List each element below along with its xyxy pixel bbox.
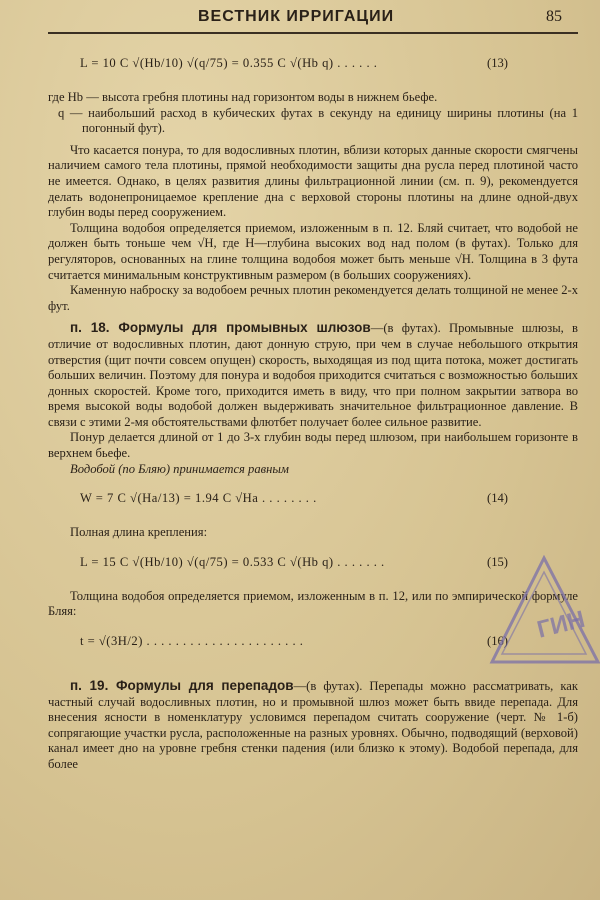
page-header: [48, 6, 578, 34]
page-number: 85: [546, 8, 562, 25]
section-18-title: п. 18. Формулы для промывных шлюзов: [70, 320, 371, 336]
definition-q: q — наибольший расход в кубических футах в секунду на единицу ширины плотины (на 1 погонный фут).: [58, 105, 578, 136]
paragraph-thickness-method: Толщина водобоя определяется приемом, изложенным в п. 12, или по эмпирической формуле Бляя:: [48, 588, 578, 619]
paragraph-full-length: Полная длина крепления:: [70, 525, 208, 540]
paragraph-stone-fill: Каменную наброску за водобоем речных плотин рекомендуется делать толщиной не менее 2-х фут.: [48, 283, 578, 313]
definition-hb: где Hb — высота гребня плотины над горизонтом воды в нижнем бьефе.: [48, 90, 438, 104]
section-19-title: п. 19. Формулы для перепадов: [70, 678, 294, 694]
journal-title: ВЕСТНИК ИРРИГАЦИИ: [198, 8, 395, 25]
formula-14-number: (14): [487, 491, 508, 506]
paragraph-vodoboy-intro: Водобой (по Бляю) принимается равным: [70, 461, 289, 476]
formula-15-number: (15): [487, 554, 508, 569]
library-stamp: [488, 552, 600, 672]
section-19: [48, 678, 578, 773]
formula-13: [48, 42, 578, 90]
formula-16-text: t = √(3H/2) . . . . . . . . . . . . . . . . . . . . . .: [80, 634, 304, 649]
paragraph-ponur-length: Понур делается длиной от 1 до 3-х глубин воды перед шлюзом, при наибольшем горизонте в верхнем бьефе.: [48, 430, 578, 461]
formula-16-number: (16): [487, 634, 508, 649]
section-18-text: —(в футах). Промывные шлюзы, в отличие от водосливных плотин, дают донную струю, при чем в случае небольшого открытия отверстия (щит почти совсем опущен) скорость, выходящая из под щита потока, может достигать больших величин. Поэтому для понура и водобоя приходится считаться с возможностью больших донных скоростей. Кроме того, приходится иметь в виду, что при полном закрытии затвора во время высокой воды водобой должен выдерживать значительное фильтрационное давление. В связи с этими 2-мя обстоятельствами флютбет получает более сильное развитие.: [48, 321, 578, 429]
section-19-text: —(в футах). Перепады можно рассматривать, как частный случай водосливных плотин, но и промывной шлюз может быть ввиде перепада. Для внесения ясности в номенклатуру условимся перепадом считать сооружение (черт. № 1-б) сопрягающие участки русла, расположенные на разных уровнях. Обычно, подводящий (верховой) канал имеет дно на уровне гребня стенки падения (или близко к этому). Водобой перепада, для более: [48, 679, 578, 771]
svg-text:ГИН: ГИН: [534, 605, 588, 644]
formula-15-text: L = 15 C √(Hb/10) √(q/75) = 0.533 C √(Hb q) . . . . . . .: [80, 554, 385, 569]
formula-14: [48, 477, 578, 525]
paragraph-vodoboy-thickness: Толщина водобоя определяется приемом, изложенным в п. 12. Бляй считает, что водобой не должен быть тоньше чем √H, где H—глубина высоких вод над полом (в футах). Только для регуляторов, основанных на глине толщина водобоя может быть меньше √H. Толщина в 3 фута считается минимальным конструктивным размером (в больших сооружениях).: [48, 220, 578, 282]
section-18: [48, 320, 578, 430]
formula-13-number: (13): [487, 56, 508, 70]
paragraph-ponur: Что касается понура, то для водосливных плотин, вблизи которых данные скорости смягчены наличием самого тела плотины, прямой необходимости защиты дна русла перед плотиной часто не имеется. Однако, в целях развития длины фильтрационной линии (см. п. 9), рекомендуется делать водонепроницаемое крепление дна с верховой стороны плотины на длине одной-двух глубин воды перед сооружением.: [48, 142, 578, 220]
formula-14-text: W = 7 C √(Ha/13) = 1.94 C √Ha . . . . . . . .: [80, 491, 317, 506]
formula-13-text: L = 10 C √(Hb/10) √(q/75) = 0.355 C √(Hb q) . . . . . .: [80, 56, 378, 70]
